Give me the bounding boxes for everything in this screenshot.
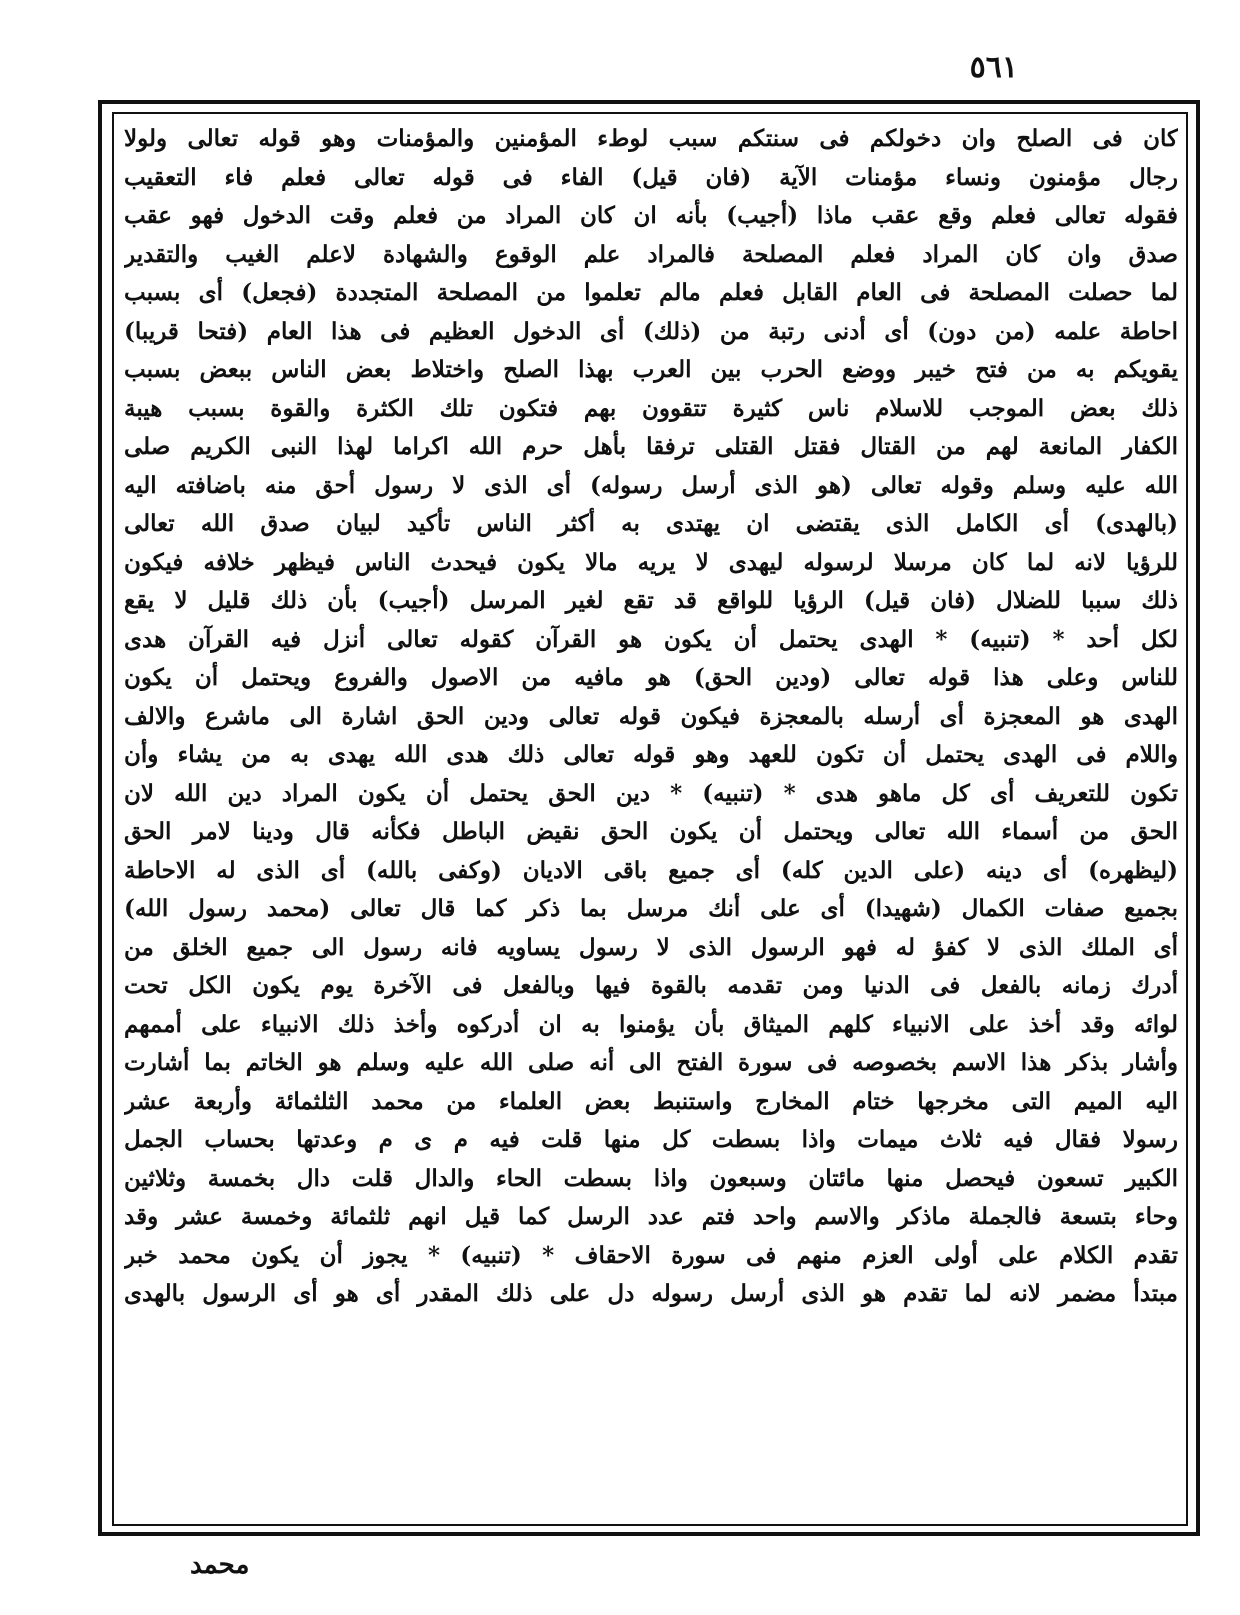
- text-line: أدرك زمانه بالفعل فى الدنيا ومن تقدمه بالقوة فيها وبالفعل فى الآخرة يوم يكون الكل تحت: [124, 972, 1178, 999]
- text-line: ذلك بعض الموجب للاسلام ناس كثيرة تتقوون بهم فتكون تلك الكثرة والقوة بسبب هيبة: [124, 394, 1178, 422]
- text-line: للرؤيا لانه لما كان مرسلا لرسوله ليهدى لا يريه مالا يكون فيحدث الناس فيظهر خلافه فيكون: [124, 548, 1178, 576]
- text-line: مبتدأ مضمر لانه لما تقدم هو الذى أرسل رسوله دل على ذلك المقدر أى هو أى الرسول بالهدى: [124, 1280, 1178, 1307]
- text-line: الله عليه وسلم وقوله تعالى (هو الذى أرسل رسوله) أى الذى لا رسول أحق منه باضافته اليه: [124, 471, 1178, 499]
- text-line: رسولا فقال فيه ثلاث ميمات واذا بسطت كل منها قلت فيه م ى م وعدتها بحساب الجمل: [124, 1126, 1178, 1153]
- text-line: أى الملك الذى لا كفؤ له فهو الرسول الذى لا رسول يساويه فانه رسول الى جميع الخلق من: [124, 933, 1178, 961]
- text-line: احاطة علمه (من دون) أى أدنى رتبة من (ذلك) أى الدخول العظيم فى هذا العام (فتحا قريبا): [124, 317, 1178, 345]
- text-line: وأشار بذكر هذا الاسم بخصوصه فى سورة الفتح الى أنه صلى الله عليه وسلم هو الخاتم بما أشارت: [124, 1049, 1178, 1076]
- text-line: كان فى الصلح وان دخولكم فى سنتكم سبب لوطء المؤمنين والمؤمنات وهو قوله تعالى ولولا: [124, 125, 1178, 152]
- text-line: لكل أحد * (تنبيه) * الهدى يحتمل أن يكون هو القرآن كقوله تعالى أنزل فيه القرآن هدى: [124, 625, 1178, 653]
- text-line: رجال مؤمنون ونساء مؤمنات الآية (فان قيل) الفاء فى قوله تعالى فعلم فاء التعقيب: [124, 163, 1178, 191]
- catchword: محمد: [190, 1550, 250, 1580]
- text-line: الكبير تسعون فيحصل منها مائتان وسبعون واذا بسطت الحاء والدال قلت دال بخمسة وثلاثين: [124, 1164, 1178, 1192]
- text-line: اليه الميم التى مخرجها ختام المخارج واستنبط بعض العلماء من محمد الثلثمائة وأربعة عشر: [124, 1087, 1178, 1115]
- page-number: ٥٦١: [969, 50, 1018, 85]
- text-line: الكفار المانعة لهم من القتال فقتل القتلى ترفقا بأهل حرم الله اكراما لهذا النبى الكريم صلى: [124, 433, 1178, 460]
- text-line: الحق من أسماء الله تعالى ويحتمل أن يكون الحق نقيض الباطل فكأنه قال ودينا لامر الحق: [124, 818, 1178, 845]
- text-line: (بالهدى) أى الكامل الذى يقتضى ان يهتدى به أكثر الناس تأكيد لبيان صدق الله تعالى: [124, 510, 1178, 537]
- text-line: ذلك سببا للضلال (فان قيل) الرؤيا للواقع قد تقع لغير المرسل (أجيب) بأن ذلك قليل لا يقع: [124, 587, 1178, 614]
- text-line: الهدى هو المعجزة أى أرسله بالمعجزة فيكون قوله تعالى ودين الحق اشارة الى ماشرع والالف: [124, 702, 1178, 730]
- text-line: يقويكم به من فتح خيبر ووضع الحرب بين العرب بهذا الصلح واختلاط بعض الناس ببعض بسبب: [124, 356, 1178, 383]
- text-line: تقدم الكلام على أولى العزم منهم فى سورة الاحقاف * (تنبيه) * يجوز أن يكون محمد خبر: [124, 1241, 1178, 1269]
- text-line: تكون للتعريف أى كل ماهو هدى * (تنبيه) * دين الحق يحتمل أن يكون المراد دين الله لان: [124, 779, 1178, 807]
- text-line: لوائه وقد أخذ على الانبياء كلهم الميثاق بأن يؤمنوا به ان أدركوه وأخذ ذلك الانبياء على أممهم: [124, 1010, 1178, 1038]
- text-line: صدق وان كان المراد فعلم المصلحة فالمراد علم الوقوع والشهادة لاعلم الغيب والتقدير: [124, 240, 1178, 268]
- text-line: (ليظهره) أى دينه (على الدين كله) أى جميع باقى الاديان (وكفى بالله) أى الذى له الاحاطة: [124, 856, 1178, 884]
- text-line: واللام فى الهدى يحتمل أن تكون للعهد وهو قوله تعالى ذلك هدى الله يهدى به من يشاء وأن: [124, 741, 1178, 768]
- text-line: وحاء بتسعة فالجملة ماذكر والاسم واحد فتم عدد الرسل كما قيل انهم ثلثمائة وخمسة عشر وقد: [124, 1203, 1178, 1230]
- main-text-block: [124, 120, 1178, 1520]
- text-line: بجميع صفات الكمال (شهيدا) أى على أنك مرسل بما ذكر كما قال تعالى (محمد رسول الله): [124, 895, 1178, 922]
- text-line: فقوله تعالى فعلم وقع عقب ماذا (أجيب) بأنه ان كان المراد من فعلم وقت الدخول فهو عقب: [124, 202, 1178, 229]
- text-line: لما حصلت المصلحة فى العام القابل فعلم مالم تعلموا من المصلحة المتجددة (فجعل) أى بسبب: [124, 279, 1178, 306]
- text-line: للناس وعلى هذا قوله تعالى (ودين الحق) هو مافيه من الاصول والفروع ويحتمل أن يكون: [124, 664, 1178, 691]
